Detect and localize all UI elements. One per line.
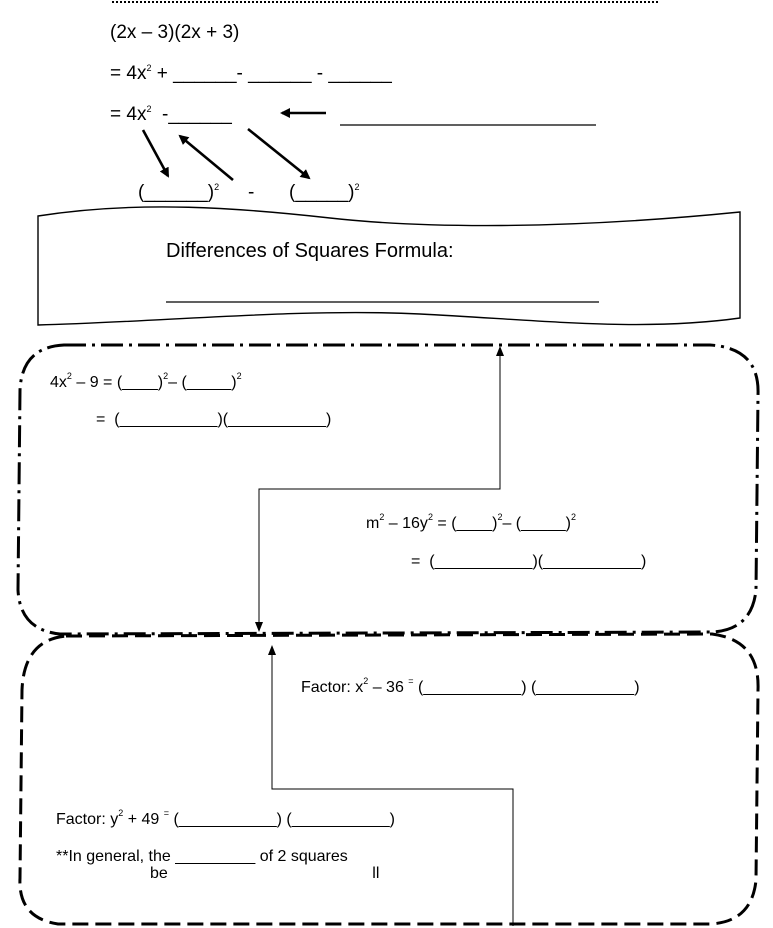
arrow-down-right <box>248 129 309 178</box>
example-line-4-right: (_____)$^2$ <box>289 182 360 203</box>
connector-up <box>259 354 500 625</box>
cut-off-line: be ll <box>150 865 380 882</box>
example1-line2: = (___________)(___________) <box>96 411 332 428</box>
example-line-2: = $4x^2$ + ______- ______ - ______ <box>110 63 392 84</box>
arrow-up-left <box>180 136 233 180</box>
formula-title: Differences of Squares Formula: <box>166 240 454 262</box>
example-line-1: (2x – 3)(2x + 3) <box>110 22 240 43</box>
example-line-3: = $4x^2$ -______ <box>110 104 232 125</box>
example1-line1: $4x^2 - 9$ = (____)$^2$– (_____)$^2$ <box>50 371 242 391</box>
example2-line2: = (___________)(___________) <box>411 553 647 570</box>
example-line-4-left: (______)$^2$ <box>138 182 220 203</box>
factor1: Factor: $x^2 - 36$ = (___________) (___________) <box>301 676 640 696</box>
formula-banner <box>38 207 740 325</box>
factor2: Factor: $y^2 + 49$ = (___________) (___________) <box>56 808 395 828</box>
general-statement: **In general, the _________ of 2 squares <box>56 848 348 865</box>
arrow-down-left <box>143 130 168 176</box>
example2-line1: $m^2 - 16y^2$ = (____)$^2$– (_____)$^2$ <box>366 512 576 532</box>
example-line-4-minus: - <box>248 182 255 203</box>
